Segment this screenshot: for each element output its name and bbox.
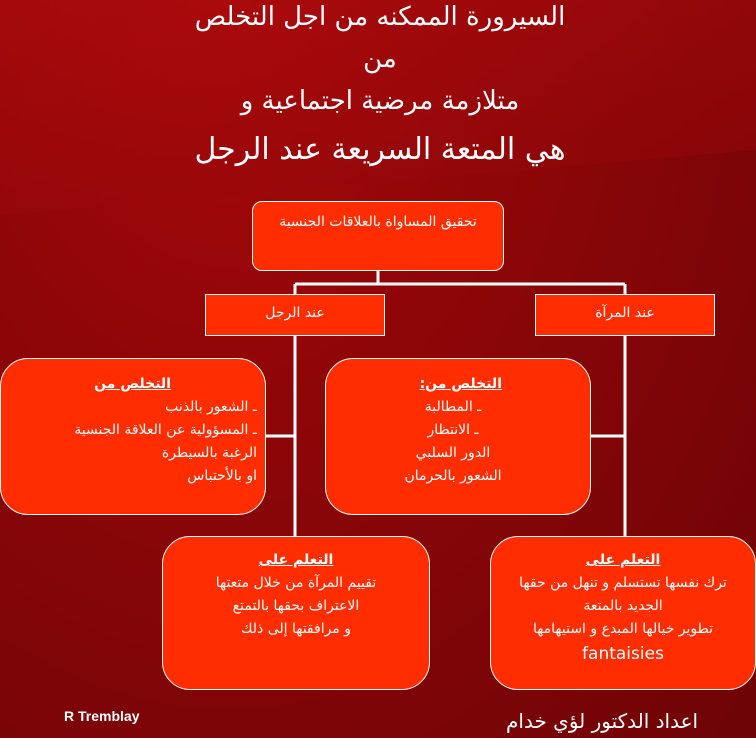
learning-woman-latin: fantaisies <box>582 644 664 664</box>
root-label: تحقيق المساواة بالعلاقات الجنسية <box>279 214 477 230</box>
riddance-man-item: ـ الشعور بالذنب <box>165 399 257 415</box>
learning-man-item: تقييم المرآة من خلال متعتها <box>215 575 377 591</box>
riddance-man-item: او بالأحتباس <box>187 468 257 484</box>
learning-man-item: الاعتراف بحقها بالتمتع <box>232 598 360 614</box>
learning-man-heading: التعلم على <box>258 552 334 568</box>
riddance-woman-item: الدور السلبي <box>415 445 491 461</box>
riddance-man-item: الرغبة بالسيطرة <box>161 445 257 461</box>
root-node <box>252 201 504 271</box>
learning-woman-heading: التعلم على <box>585 552 661 568</box>
riddance-woman-item: ـ المطالبة <box>424 399 482 415</box>
riddance-woman-item: ـ الانتظار <box>427 422 479 438</box>
riddance-man-heading: التخلص من <box>94 376 171 392</box>
branch-woman-label: عند المرآة <box>595 305 655 321</box>
learning-man-box <box>162 536 430 690</box>
learning-man-item: و مرافقتها إلى ذلك <box>240 621 352 637</box>
learning-woman-item: ترك نفسها تستسلم و تنهل من حقها <box>519 575 727 591</box>
riddance-woman-heading: التخلص من: <box>419 376 502 392</box>
title-line-2: من <box>363 44 397 74</box>
riddance-woman-box <box>325 358 591 515</box>
title-line-3: متلازمة مرضية اجتماعية و <box>240 86 520 116</box>
branch-woman <box>535 294 715 336</box>
title-line-1: السيرورة الممكنه من اجل التخلص <box>194 2 566 32</box>
riddance-woman-item: الشعور بالحرمان <box>404 468 502 484</box>
branch-man <box>205 294 385 336</box>
learning-woman-box <box>490 536 756 690</box>
author-label: اعداد الدكتور لؤي خدام <box>506 709 699 733</box>
riddance-man-item: ـ المسؤولية عن العلاقة الجنسية <box>74 422 257 438</box>
credit-label: R Tremblay <box>64 708 140 724</box>
riddance-man-box <box>0 358 266 515</box>
learning-woman-item: الجديد بالمتعة <box>583 598 663 614</box>
title-line-4: هي المتعة السريعة عند الرجل <box>194 132 566 167</box>
branch-man-label: عند الرجل <box>265 305 325 321</box>
learning-woman-item: تطوير خيالها المبدع و استيهامها <box>532 621 714 637</box>
